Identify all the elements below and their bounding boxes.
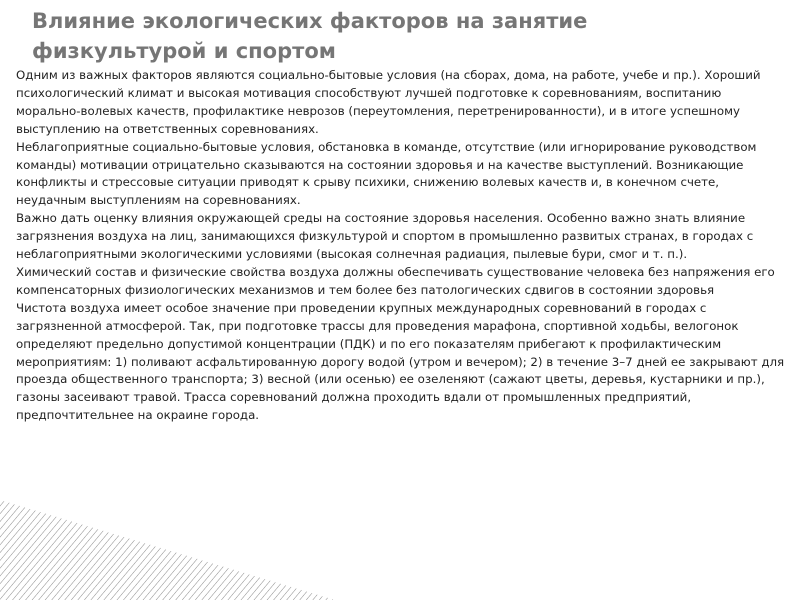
slide-body	[16, 67, 786, 425]
paragraph-social-conditions: Одним из важных факторов являются социально-бытовые условия (на сборах, дома, на работе, учебе и пр.). Хороший психологический климат и высокая мотивация способствуют лучшей подготовке к соревнованиям, воспитанию морально-волевых качеств, профилактике неврозов (переутомления, перетренированности), и в итоге успешному выступлению на ответственных соревнованиях.	[16, 68, 761, 136]
paragraph-air-purity: Чистота воздуха имеет особое значение при проведении крупных международных соревнований в городах с загрязненной атмосферой. Так, при подготовке трассы для проведения марафона, спортивной ходьбы, велогонок определяют предельно допустимой концентрации (ПДК) и по его показателям прибегают к профилактическим мероприятиям: 1) поливают асфальтированную дорогу водой (утром и вечером); 2) в течение 3–7 дней ее закрывают для проезда общественного транспорта; 3) весной (или осенью) ее озеленяют (сажают цветы, деревья, кустарники и пр.), газоны засеивают травой. Трасса соревнований должна проходить вдали от промышленных предприятий, предпочтительнее на окраине города.	[16, 300, 785, 423]
paragraph-environment-health: Важно дать оценку влияния окружающей среды на состояние здоровья населения. Особенно важно знать влияние загрязнения воздуха на лиц, занимающихся физкультурой и спортом в промышленно развитых странах, в городах с неблагоприятными экологическими условиями (высокая солнечная радиация, пылевые бури, смог и т. п.).	[16, 211, 754, 262]
paragraph-air-composition: Химический состав и физические свойства воздуха должны обеспечивать существование человека без напряжения его компенсаторных физиологических механизмов и тем более без патологических сдвигов в состоянии здоровья	[16, 264, 775, 297]
paragraph-unfavorable-conditions: Неблагоприятные социально-бытовые условия, обстановка в команде, отсутствие (или игнорирование руководством команды) мотивации отрицательно сказываются на состоянии здоровья и на качестве выступлений. Возникающие конфликты и стрессовые ситуации приводят к срыву психики, снижению волевых качеств и, в конечном счете, неудачным выступлениям на соревнованиях.	[16, 139, 757, 208]
slide-title: Влияние экологических факторов на занятие физкультурой и спортом	[32, 9, 588, 63]
